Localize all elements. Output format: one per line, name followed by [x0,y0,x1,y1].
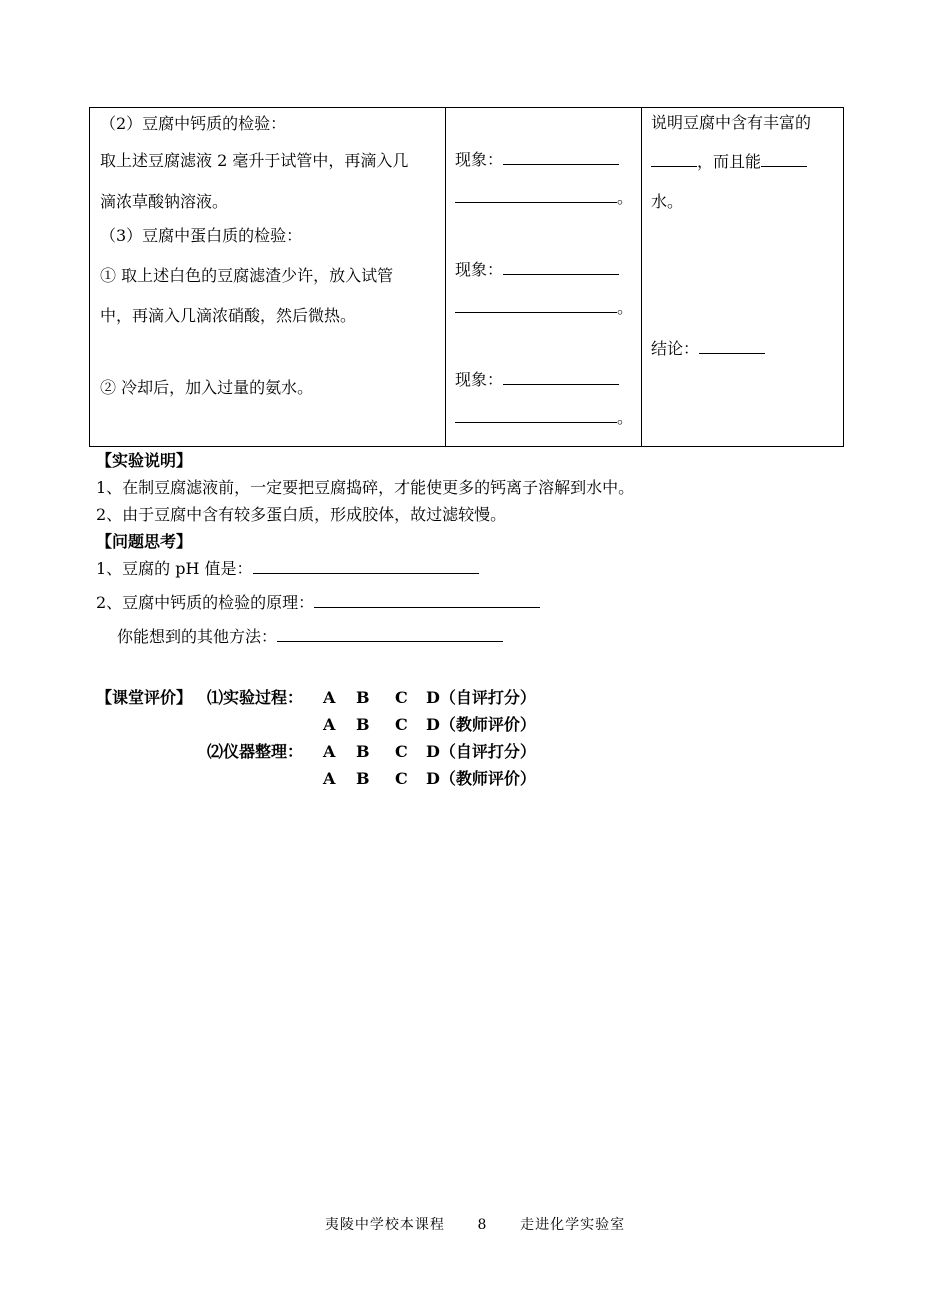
grade-row-3 [323,742,536,762]
phenomenon-1-cont [455,188,633,208]
phenomenon-label: 现象： [455,150,504,169]
calcium-test-step-line1: 取上述豆腐滤液 2 毫升于试管中，再滴入几 [100,151,409,170]
end-mark: 。 [617,298,634,317]
grade-d[interactable]: D [426,742,440,761]
question-3 [117,627,503,647]
protein-test-title: （3）豆腐中蛋白质的检验： [100,226,303,245]
question-2-text: 2、豆腐中钙质的检验的原理： [96,593,315,612]
grade-b[interactable]: B [356,715,370,734]
evaluation-item2-label: ⑵仪器整理： [207,742,304,761]
grade-row-1 [323,688,536,708]
grade-a[interactable]: A [323,715,336,734]
phenomenon-3-blank-2[interactable] [455,408,617,423]
questions-heading: 【问题思考】 [96,532,193,551]
experiment-table [89,107,844,447]
grade-b[interactable]: B [356,688,370,707]
phenomenon-3-blank[interactable] [503,370,619,385]
calcium-test-step-line2: 滴浓草酸钠溶液。 [100,192,229,211]
grade-d[interactable]: D [426,688,440,707]
conclusion-blank-2[interactable] [761,152,807,167]
calcium-test-title: （2）豆腐中钙质的检验： [100,114,287,133]
grade-a[interactable]: A [323,769,336,788]
phenomenon-2-blank[interactable] [503,260,619,275]
phenomenon-2-cont [455,298,633,318]
teacher-eval-label: （教师评价） [439,769,536,788]
phenomenon-3 [455,370,619,390]
conclusion-result [651,339,765,359]
phenomenon-1-blank-2[interactable] [455,188,617,203]
phenomenon-label: 现象： [455,370,504,389]
grade-d[interactable]: D [426,769,440,788]
grade-c[interactable]: C [395,715,408,734]
grade-b[interactable]: B [356,742,370,761]
grade-c[interactable]: C [395,769,408,788]
notes-item-1: 1、在制豆腐滤液前，一定要把豆腐捣碎，才能使更多的钙离子溶解到水中。 [96,478,635,497]
procedure-column [90,108,446,446]
question-2 [96,593,540,613]
question-1-blank[interactable] [253,559,479,574]
grade-row-4 [323,769,536,789]
end-mark: 。 [617,188,634,207]
grade-c[interactable]: C [395,742,408,761]
footer-page-number: 8 [477,1217,488,1233]
question-2-blank[interactable] [314,593,540,608]
grade-d[interactable]: D [426,715,440,734]
grade-c[interactable]: C [395,688,408,707]
conclusion-line1: 说明豆腐中含有丰富的 [651,113,812,132]
protein-test-step2: ② 冷却后，加入过量的氨水。 [100,378,314,397]
phenomenon-2 [455,260,619,280]
teacher-eval-label: （教师评价） [439,715,536,734]
phenomenon-1-blank[interactable] [503,150,619,165]
question-1 [96,559,479,579]
end-mark: 。 [617,408,634,427]
self-eval-label: （自评打分） [439,688,536,707]
phenomenon-2-blank-2[interactable] [455,298,617,313]
protein-test-step1-line1: ① 取上述白色的豆腐滤渣少许，放入试管 [100,266,394,285]
question-1-text: 1、豆腐的 pH 值是： [96,559,253,578]
grade-b[interactable]: B [356,769,370,788]
conclusion-blank[interactable] [699,339,765,354]
page-footer [0,1214,950,1234]
conclusion-line3: 水。 [651,192,684,211]
protein-test-step1-line2: 中，再滴入几滴浓硝酸，然后微热。 [100,306,357,325]
conclusion-connector: ，而且能 [697,152,762,171]
question-3-blank[interactable] [277,627,503,642]
conclusion-blank-1[interactable] [651,152,697,167]
evaluation-item1-label: ⑴实验过程： [207,688,304,707]
grade-row-2 [323,715,536,735]
conclusion-column [641,108,844,446]
conclusion-line2 [651,152,807,172]
notes-item-2: 2、由于豆腐中含有较多蛋白质，形成胶体，故过滤较慢。 [96,505,507,524]
footer-course: 走进化学实验室 [520,1217,626,1233]
phenomenon-1 [455,150,619,170]
self-eval-label: （自评打分） [439,742,536,761]
evaluation-heading: 【课堂评价】 [96,688,193,707]
question-3-text: 你能想到的其他方法： [117,627,278,646]
conclusion-label: 结论： [651,339,700,358]
phenomenon-label: 现象： [455,260,504,279]
phenomenon-column [445,108,642,446]
grade-a[interactable]: A [323,742,336,761]
grade-a[interactable]: A [323,688,336,707]
footer-school: 夷陵中学校本课程 [324,1217,445,1233]
notes-heading: 【实验说明】 [96,451,193,470]
phenomenon-3-cont [455,408,633,428]
